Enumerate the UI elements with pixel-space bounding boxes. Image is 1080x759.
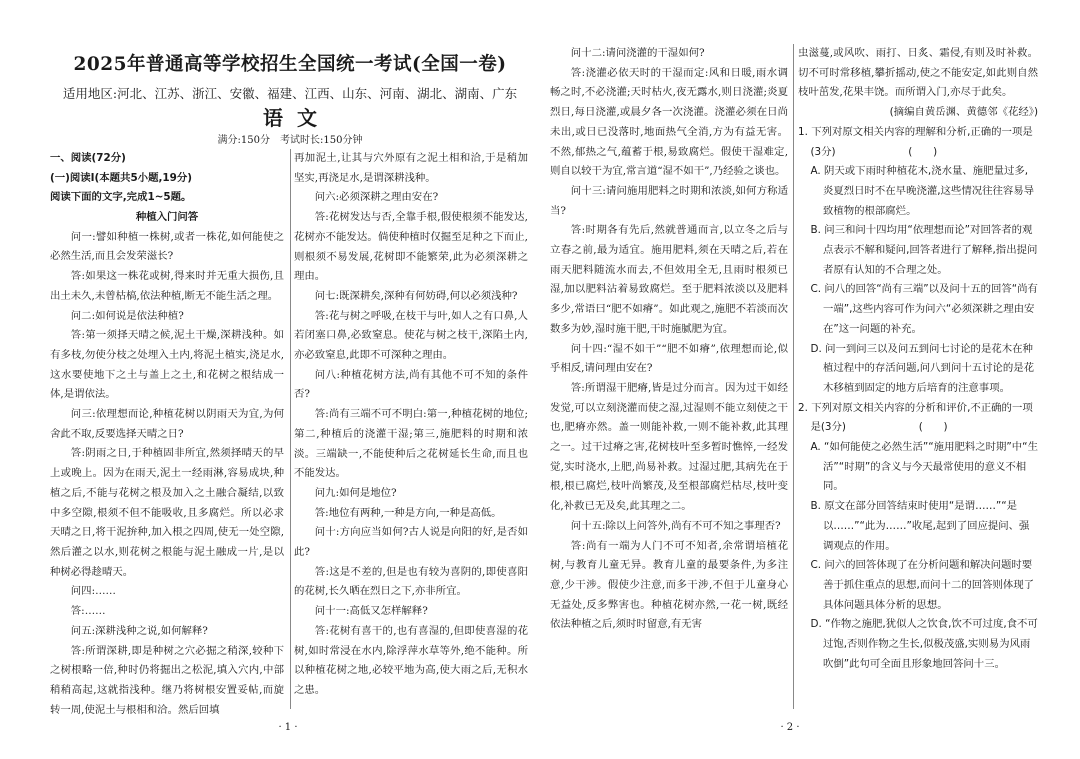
- passage-paragraph: 再加泥土,让其与穴外原有之泥土相和洽,于是稍加坚实,再浇足水,是谓深耕浅种。: [294, 152, 528, 184]
- passage-paragraph: 问五:深耕浅种之说,如何解释?: [70, 624, 208, 637]
- passage-paragraph: 答:如果这一株花或树,得来时并无重大损伤,且出土未久,未曾枯槁,依法种植,断无不能生活之理。: [50, 270, 284, 302]
- passage-paragraph: 答:阴雨之日,于种植固非所宜,然须择晴天的早上或晚上。因为在雨天,泥土一经雨淋,容易成块,种植之后,不能与花树之根及加入之土融合凝结,以致中多空隙,根须不但不能吸收,且多腐烂。所以必求天晴之日,将干泥拚种,加入根之四周,使无一处空隙,然后灌之以水,则花树之根能与泥土融成一片,是以种树必得趁晴天。: [50, 447, 284, 578]
- passage-paragraph: 答:浇灌必依天时的干湿而定:风和日暖,雨水调畅之时,不必浇灌;天时枯火,夜无露水,则日浇灌;炎夏烈日,每日浇灌,或晨夕各一次浇灌。浇灌必须在日尚未出,或日已没落时,地面热气全消,方为有益无害。不然,郁热之气,蕴蓄于根,易致腐烂。假使干湿难定,则自以较干为宜,常言道“湿不如干”,乃经验之谈也。: [550, 66, 788, 178]
- answer-option: B. 原文在部分回答结束时使用“是谓……”“是以……”“此为……”收尾,起到了回应提问、强调观点的作用。: [810, 500, 1030, 552]
- question-stem: 1. 下列对原文相关内容的理解和分析,正确的一项是(3分) ( ): [798, 125, 1033, 158]
- page2-left-column: [550, 44, 788, 635]
- passage-paragraph: 答:花与树之呼吸,在枝干与叶,如人之有口鼻,人若闭塞口鼻,必致窒息。使花与树之枝干,深陷土内,亦必致窒息,此即不可深种之理由。: [294, 309, 528, 362]
- sub-section-heading: (一)阅读Ⅰ(本题共5小题,19分): [50, 171, 193, 184]
- passage-paragraph: 答:所谓深耕,即是种树之穴必掘之稍深,较种下之树根略一倍,种时仍将掘出之松泥,填入穴内,中部稍稍高起,这就指浅种。继乃将树根安置妥帖,而旋转一周,使泥土与根相和洽。然后回填: [50, 644, 284, 716]
- answer-option: D. 问一到问三以及问五到问七讨论的是花木在种植过程中的存活问题,问八到问十五讨论的是花木移植到固定的地方后培育的注意事项。: [810, 342, 1035, 394]
- passage-paragraph: 问一:譬如种植一株树,或者一株花,如何能使之必然生活,而且会发荣滋长?: [50, 230, 284, 263]
- exam-title: 2025年普通高等学校招生全国统一考试(全国一卷): [73, 54, 507, 75]
- subject-title: 语文: [263, 106, 331, 130]
- passage-paragraph: 问四:……: [70, 585, 116, 598]
- column-divider: [793, 44, 794, 709]
- answer-option: D. “作物之施肥,犹似人之饮食,饮不可过度,食不可过饱,否则作物之生长,似极茂盛,实则易为风雨吹倒”此句可全面且形象地回答问十三。: [810, 618, 1038, 670]
- answer-option: A. 阴天或下雨时种植花木,浇水量、施肥量过多,炎夏烈日时不在早晚浇灌,这些情况往往容易导致植物的根部腐烂。: [810, 165, 1035, 217]
- passage-paragraph: 答:时期各有先后,然就普通而言,以立冬之后与立春之前,最为适宜。施用肥料,须在天晴之后,若在雨天肥料随流水而去,不但效用全无,且雨时根须已湿,加以肥料沾着易致腐烂。至于肥料浓淡以及肥料多少,常语曰“肥不如瘠”。如此观之,施肥不若淡而次数多为妙,湿时施干肥,干时施腻肥为宜。: [550, 224, 788, 335]
- passage-paragraph: 问十五:除以上问答外,尚有不可不知之事理否?: [570, 519, 781, 532]
- passage-paragraph: 答:第一须择天晴之候,泥土干燥,深耕浅种。如有多枝,勿使分枝之处埋入土内,将泥土植实,浇足水,这水要使地下之土与盖上之土,和花树之根结成一体,是谓依法。: [50, 329, 284, 401]
- answer-option: B. 问三和问十四均用“依理想而论”对回答者的观点表示不解和疑问,回答者进行了解释,指出提问者原有认知的不合理之处。: [810, 224, 1038, 276]
- page-2: [540, 0, 1080, 759]
- question-stem: 2. 下列对原文相关内容的分析和评价,不正确的一项是(3分) ( ): [798, 401, 1033, 434]
- passage-paragraph: 答:花树发达与否,全靠手根,假使根须不能发达,花树亦不能发达。倘使种植时仅掘至足种之下而止,则根须不易发展,花树即不能繁荣,此为必须深耕之理由。: [294, 211, 528, 283]
- answer-option: C. 问六的回答体现了在分析问题和解决问题时要善于抓住重点的思想,而问十二的回答则体现了具体问题具体分析的思想。: [810, 559, 1035, 611]
- passage-paragraph: 问三:依理想而论,种植花树以阴雨天为宜,为何舍此不取,反要选择天晴之日?: [50, 408, 284, 440]
- passage-paragraph: 答:尚有三端不可不明白:第一,种植花树的地位;第二,种植后的浇灌干湿;第三,施肥料的时期和浓淡。三端缺一,不能使种后之花树延长生命,而且也不能发达。: [294, 408, 528, 480]
- score-time-info: 满分:150分 考试时长:150分钟: [217, 135, 363, 146]
- article-title: 种植入门问答: [135, 211, 199, 224]
- passage-paragraph: 问十:方向应当如何?古人说是向阳的好,是否如此?: [294, 526, 528, 559]
- passage-paragraph: 答:……: [70, 605, 106, 618]
- page2-right-column: [798, 44, 1038, 675]
- passage-paragraph: 问十四:“湿不如干”“肥不如瘠”,依理想而论,似乎相反,请问理由安在?: [550, 342, 788, 375]
- passage-paragraph: 虫滋蔓,或风吹、雨打、日炙、霜侵,有则及时补救。切不可时常移植,攀折摇动,使之不能安定,如此则自然枝叶茁发,花果丰饶。而所谓入门,亦尽于此矣。: [798, 47, 1038, 99]
- passage-paragraph: 答:地位有两种,一种是方向,一种是高低。: [314, 506, 502, 519]
- column-divider: [290, 149, 291, 709]
- passage-source: (摘编自黄岳渊、黄德邻《花经》): [889, 106, 1038, 119]
- passage-paragraph: 答:这是不差的,但是也有较为喜阴的,即使喜阳的花树,长久晒在烈日之下,亦非所宜。: [294, 565, 528, 598]
- page1-left-column: [50, 149, 284, 720]
- answer-option: C. 问八的回答“尚有三端”以及问十五的回答“尚有一端”,这些内容可作为问六“必须深耕之理由安在”这一问题的补充。: [810, 283, 1038, 335]
- question-block: [798, 123, 1038, 399]
- passage-paragraph: 问七:既深耕矣,深种有何妨碍,何以必须浅种?: [314, 289, 518, 302]
- answer-option: A. “如何能使之必然生活”“施用肥料之时期”中“生活”“时期”的含义与今天最常使用的意义不相同。: [810, 441, 1038, 493]
- passage-paragraph: 问二:如何说是依法种植?: [70, 309, 184, 322]
- applicable-regions: 适用地区:河北、江苏、浙江、安徽、福建、江西、山东、河南、湖北、湖南、广东: [62, 86, 518, 101]
- passage-paragraph: 问六:必须深耕之理由安在?: [314, 191, 439, 204]
- page-number: · 1 ·: [278, 722, 298, 733]
- passage-paragraph: 问八:种植花树方法,尚有其他不可不知的条件否?: [294, 368, 528, 401]
- section-heading: 一、阅读(72分): [50, 152, 126, 164]
- question-block: [798, 399, 1038, 675]
- passage-paragraph: 问九:如何是地位?: [314, 486, 397, 499]
- passage-paragraph: 问十一:高低又怎样解释?: [314, 605, 428, 618]
- passage-paragraph: 问十二:请问浇灌的干湿如何?: [570, 47, 705, 59]
- passage-paragraph: 答:尚有一端为人门不可不知者,余常谓培植花树,与教育儿童无异。教育儿童的最要条件,为多注意,少干涉。假使少注意,而多干涉,不但于儿童身心无益处,反多弊害也。种植花树亦然,一花一树,既经依法种植之后,须时时留意,有无害: [550, 539, 788, 631]
- passage-paragraph: 问十三:请问施用肥料之时期和浓淡,如何方称适当?: [550, 184, 788, 217]
- page-number: · 2 ·: [780, 722, 800, 733]
- page1-right-column: [294, 149, 528, 701]
- passage-paragraph: 答:花树有喜干的,也有喜湿的,但即使喜湿的花树,如时常浸在水内,除浮萍水草等外,绝不能种。所以种植花树之地,必较平地为高,使大雨之后,无积水之患。: [294, 624, 528, 696]
- reading-instruction: 阅读下面的文字,完成1~5题。: [50, 191, 192, 204]
- passage-paragraph: 答:所谓湿干肥瘠,皆是过分而言。因为过干如经发觉,可以立刻浇灌而使之湿,过湿则不能立刻使之干也,肥瘠亦然。盖一则能补救,一则不能补救,此其理之一。过干过瘠之害,花树枝叶至多暂时憔悴,一经发觉,实时浇水,上肥,尚易补救。过湿过肥,其病先在于根,根已腐烂,枝叶尚繁茂,及至根部腐烂枯尽,枝叶变化,补救已无及矣,此其理之二。: [550, 381, 788, 513]
